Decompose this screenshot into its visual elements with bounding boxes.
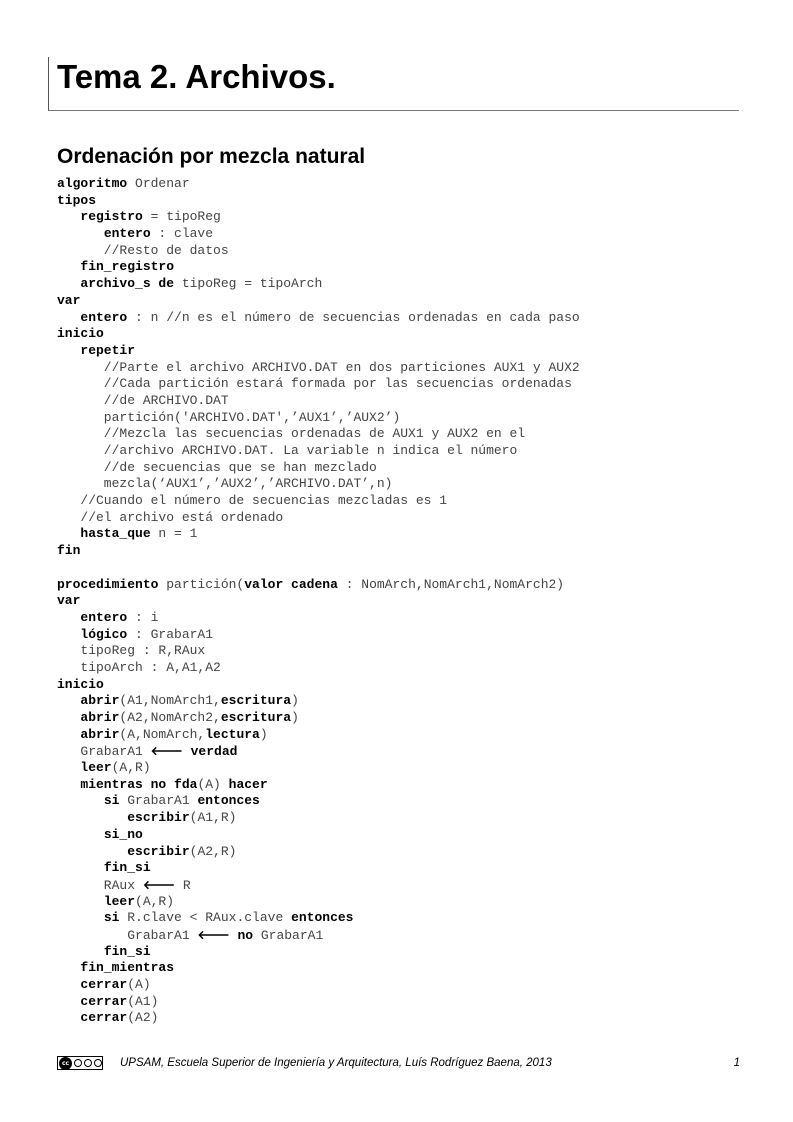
code-keyword: inicio: [57, 326, 104, 342]
sa-icon: [94, 1059, 102, 1067]
code-line: [57, 243, 580, 260]
code-line: [57, 944, 580, 961]
code-text: //Mezcla las secuencias ordenadas de AUX1 y AUX2 en el: [57, 426, 526, 442]
code-line: [57, 226, 580, 243]
code-text: Ordenar: [127, 176, 190, 191]
code-keyword: abrir: [80, 710, 120, 725]
code-text: partición(: [158, 576, 245, 592]
code-line: [57, 877, 580, 894]
code-line: [57, 643, 580, 660]
code-text: : GrabarA1: [127, 626, 214, 642]
by-icon: [74, 1059, 82, 1067]
code-line: [57, 810, 580, 827]
code-text: //archivo ARCHIVO.DAT. La variable n indica el número: [57, 443, 518, 458]
code-line: [57, 276, 580, 293]
code-line: [57, 310, 580, 327]
code-keyword: fin_si: [103, 860, 151, 876]
code-keyword: registro: [80, 209, 143, 225]
code-keyword: var: [57, 292, 81, 308]
code-text: (A1,NomArch1,: [119, 693, 221, 709]
code-line: [57, 476, 580, 493]
code-keyword: leer: [80, 760, 112, 776]
code-text: [57, 209, 80, 224]
code-keyword: entero: [103, 226, 151, 242]
code-text: [57, 727, 80, 742]
code-text: //de ARCHIVO.DAT: [57, 392, 229, 408]
code-text: //Cuando el número de secuencias mezcladas es 1: [57, 493, 448, 509]
code-text: : n //n es el número de secuencias ordenadas en cada paso: [127, 309, 580, 325]
assign-arrow-icon: 🡐: [142, 877, 176, 892]
code-text: [57, 810, 127, 825]
code-text: (A,R): [135, 893, 175, 909]
code-line: [57, 677, 580, 694]
code-keyword: si: [103, 793, 120, 809]
code-text: [57, 960, 80, 975]
code-line: [57, 910, 580, 927]
code-keyword: escribir: [127, 843, 190, 859]
code-keyword: entero: [80, 609, 128, 625]
page-footer: [57, 1056, 740, 1072]
code-text: partición('ARCHIVO.DAT',’AUX1’,’AUX2’): [57, 409, 401, 425]
code-line: [57, 343, 580, 360]
code-keyword: fin_si: [103, 943, 151, 959]
code-text: [57, 977, 80, 992]
code-keyword: no: [237, 927, 254, 943]
code-text: : clave: [150, 226, 214, 242]
code-text: //el archivo está ordenado: [57, 509, 284, 525]
code-keyword: si_no: [103, 826, 143, 842]
code-keyword: lectura: [205, 726, 260, 742]
code-line: [57, 660, 580, 677]
code-line: [57, 543, 580, 560]
code-line: [57, 209, 580, 226]
code-line: [57, 960, 580, 977]
code-keyword: var: [57, 593, 81, 609]
code-keyword: inicio: [57, 676, 104, 692]
code-line: [57, 860, 580, 877]
page-number: 1: [733, 1057, 740, 1069]
code-keyword: algoritmo: [57, 176, 128, 191]
code-line: [57, 927, 580, 944]
code-line: [57, 259, 580, 276]
code-text: //Parte el archivo ARCHIVO.DAT en dos particiones AUX1 y AUX2: [57, 359, 580, 375]
assign-arrow-icon: 🡐: [197, 927, 230, 942]
code-text: : i: [127, 609, 159, 625]
code-keyword: fin_mientras: [80, 960, 175, 976]
cc-license-icon: [57, 1056, 103, 1070]
code-text: (A2,NomArch2,: [119, 710, 221, 725]
code-text: = tipoReg: [142, 209, 221, 225]
code-line: [57, 526, 580, 543]
code-text: [57, 710, 80, 725]
code-text: [57, 627, 80, 642]
code-keyword: fin: [57, 543, 81, 559]
code-text: GrabarA1: [57, 927, 198, 943]
code-text: [57, 860, 104, 875]
code-keyword: hasta_que: [80, 526, 151, 542]
code-text: [57, 259, 80, 274]
code-line: [57, 376, 580, 393]
code-keyword: repetir: [80, 342, 136, 358]
pseudocode-block: [57, 176, 580, 1027]
code-keyword: leer: [103, 893, 136, 909]
code-line: [57, 1010, 580, 1027]
code-text: [57, 793, 104, 808]
code-text: ): [291, 710, 299, 725]
code-text: : NomArch,NomArch1,NomArch2): [337, 576, 565, 592]
code-keyword: cerrar: [80, 977, 128, 992]
code-text: [57, 276, 80, 291]
page-title: Tema 2. Archivos.: [57, 58, 336, 95]
code-line: [57, 627, 580, 644]
code-line: [57, 393, 580, 410]
code-line: [57, 426, 580, 443]
code-keyword: escribir: [127, 810, 190, 826]
code-text: [57, 944, 104, 959]
code-keyword: escritura: [220, 710, 292, 725]
code-line: [57, 326, 580, 343]
code-text: R: [175, 877, 191, 893]
code-text: //de secuencias que se han mezclado: [57, 459, 377, 475]
code-line: [57, 610, 580, 627]
code-text: mezcla(‘AUX1’,’AUX2’,’ARCHIVO.DAT’,n): [57, 476, 393, 492]
code-keyword: cerrar: [80, 993, 128, 1009]
code-line: [57, 493, 580, 510]
cc-logo-icon: cc: [59, 1057, 72, 1070]
code-keyword: hacer: [228, 776, 268, 792]
code-line: [57, 460, 580, 477]
code-text: [183, 744, 191, 759]
code-line: [57, 360, 580, 377]
section-title: Ordenación por mezcla natural: [57, 145, 366, 168]
code-line: [57, 593, 580, 610]
code-line: [57, 710, 580, 727]
code-keyword: escritura: [220, 693, 292, 709]
code-keyword: si: [103, 910, 120, 926]
code-text: [57, 226, 104, 241]
code-text: [57, 844, 127, 859]
code-text: (A): [127, 977, 151, 992]
code-keyword: mientras no fda: [80, 776, 198, 792]
code-line: [57, 894, 580, 911]
assign-arrow-icon: 🡐: [150, 744, 183, 759]
code-line: [57, 727, 580, 744]
code-line: [57, 693, 580, 710]
code-keyword: lógico: [80, 626, 128, 642]
code-text: [57, 1010, 80, 1025]
code-keyword: entero: [80, 309, 128, 325]
code-keyword: abrir: [80, 693, 120, 709]
code-line: [57, 760, 580, 777]
code-line: [57, 777, 580, 794]
code-text: (A1,R): [189, 810, 237, 826]
code-line: [57, 577, 580, 594]
code-text: [57, 760, 80, 775]
code-line: [57, 994, 580, 1011]
code-line: [57, 293, 580, 310]
code-line: [57, 743, 580, 760]
code-text: GrabarA1: [119, 793, 198, 809]
code-line: [57, 827, 580, 844]
code-text: (A,NomArch,: [119, 726, 206, 742]
code-keyword: abrir: [80, 726, 120, 742]
footer-text: UPSAM, Escuela Superior de Ingeniería y Arquitectura, Luís Rodríguez Baena, 2013: [120, 1057, 552, 1069]
code-line: [57, 443, 580, 460]
code-text: [57, 310, 80, 325]
code-text: tipoReg : R,RAux: [57, 643, 206, 659]
code-line: [57, 844, 580, 861]
code-text: tipoArch : A,A1,A2: [57, 659, 221, 675]
code-text: [57, 610, 80, 625]
code-line: [57, 193, 580, 210]
code-keyword: valor cadena: [244, 576, 338, 592]
code-text: [57, 994, 80, 1009]
code-text: (A1): [127, 993, 159, 1009]
code-keyword: archivo_s de: [80, 276, 175, 292]
code-keyword: entonces: [291, 910, 354, 926]
code-line: [57, 176, 580, 193]
code-text: [57, 343, 80, 358]
code-line: [57, 793, 580, 810]
code-text: (A2,R): [189, 843, 237, 859]
nc-icon: [84, 1059, 92, 1067]
code-line: [57, 560, 580, 577]
code-keyword: procedimiento: [57, 576, 159, 592]
code-keyword: tipos: [57, 192, 97, 208]
code-keyword: entonces: [197, 793, 260, 809]
code-line: [57, 410, 580, 427]
code-keyword: cerrar: [80, 1010, 128, 1026]
code-text: [57, 777, 80, 792]
code-text: n = 1: [150, 526, 198, 542]
code-text: ): [259, 726, 268, 742]
code-keyword: fin_registro: [80, 259, 175, 275]
code-line: [57, 510, 580, 527]
code-text: [57, 526, 80, 541]
code-text: (A,R): [111, 760, 151, 776]
code-text: (A): [197, 776, 229, 792]
code-text: [57, 693, 80, 708]
code-text: GrabarA1: [57, 744, 151, 760]
code-text: R.clave < RAux.clave: [119, 910, 292, 926]
code-text: GrabarA1: [253, 927, 324, 943]
code-keyword: verdad: [190, 744, 238, 760]
code-text: [57, 910, 104, 925]
code-text: ): [291, 693, 299, 709]
code-text: //Resto de datos: [57, 242, 229, 258]
code-text: [57, 827, 104, 842]
code-text: tipoReg = tipoArch: [174, 276, 323, 292]
code-text: (A2): [127, 1010, 159, 1026]
code-line: [57, 977, 580, 994]
code-text: //Cada partición estará formada por las secuencias ordenadas: [57, 376, 572, 392]
code-text: [57, 894, 104, 909]
code-text: RAux: [57, 877, 143, 893]
